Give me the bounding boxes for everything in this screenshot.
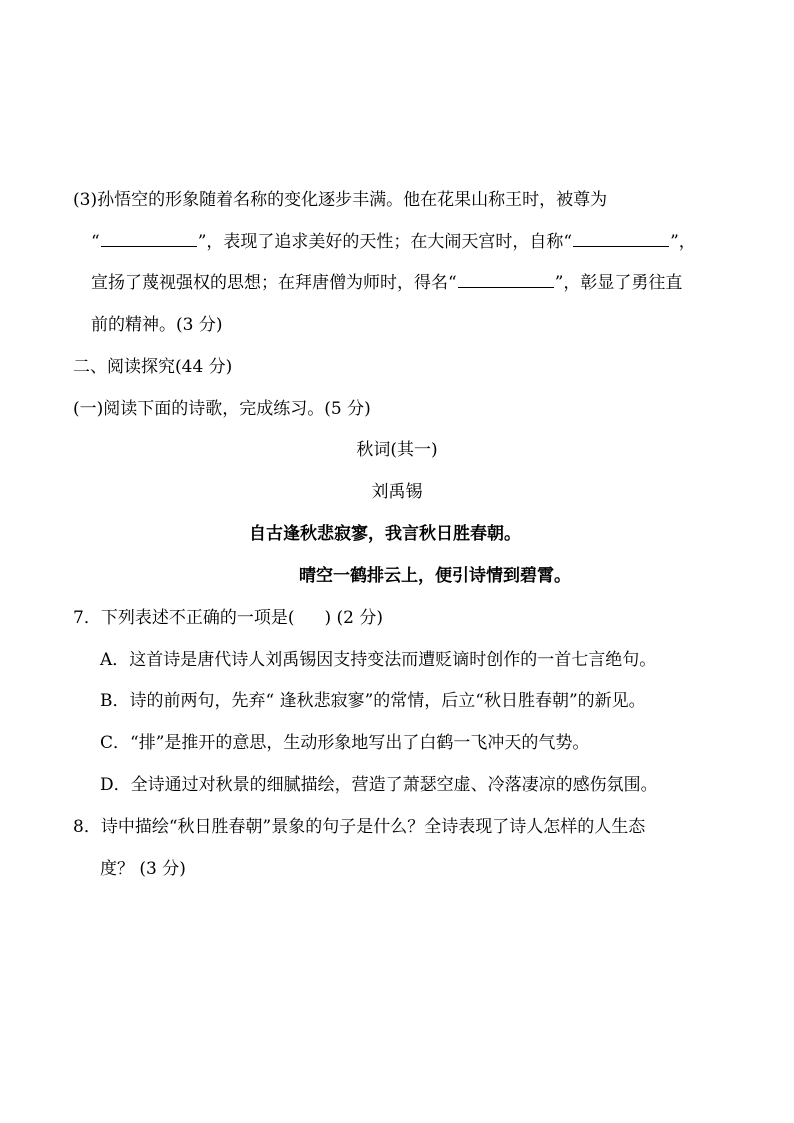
q7-option-d: D．全诗通过对秋景的细腻描绘，营造了萧瑟空虚、冷落凄凉的感伤氛围。: [100, 775, 658, 795]
q7-option-b: B．诗的前两句，先弃“ 逢秋悲寂寥”的常情，后立“秋日胜春朝”的新见。: [100, 691, 646, 711]
q3-line-3-end: ”，彰显了勇往直: [554, 273, 683, 293]
q3-line-3-text: 宣扬了蔑视强权的思想；在拜唐僧为师时，得名“: [91, 273, 457, 293]
q7-stem: [73, 608, 383, 628]
q8-line-1: 8．诗中描绘“秋日胜春朝”景象的句子是什么？全诗表现了诗人怎样的人生态: [73, 817, 646, 837]
poem-line-2: 晴空一鹤排云上，便引诗情到碧霄。: [299, 566, 571, 586]
q3-line-1: (3)孙悟空的形象随着名称的变化逐步丰满。他在花果山称王时，被尊为: [73, 190, 608, 210]
q3-line-2-text: ”，表现了追求美好的天性；在大闹天宫时，自称“: [197, 232, 573, 252]
q3-line-3: [91, 273, 682, 293]
answer-blank-3: [458, 273, 554, 288]
poem-title: 秋词(其一): [356, 440, 438, 460]
q3-line-2-open-quote: “: [91, 232, 100, 252]
part-1-intro: (一)阅读下面的诗歌，完成练习。(5 分): [73, 399, 371, 419]
answer-blank-1: [101, 232, 197, 247]
q7-stem-score: ) (2 分): [324, 608, 383, 628]
q7-option-a: A．这首诗是唐代诗人刘禹锡因支持变法而遭贬谪时创作的一首七言绝句。: [100, 650, 657, 670]
q3-line-4: 前的精神。(3 分): [91, 315, 223, 335]
q3-line-2: [91, 232, 696, 252]
section-2-heading: 二、阅读探究(44 分): [73, 357, 233, 377]
poem-author: 刘禹锡: [371, 482, 423, 502]
q7-stem-text: 7．下列表述不正确的一项是(: [73, 608, 295, 628]
q8-line-2: 度？ (3 分): [100, 859, 186, 879]
q3-line-2-end: ”，: [670, 232, 696, 252]
poem-line-1: 自古逢秋悲寂寥，我言秋日胜春朝。: [249, 524, 521, 544]
answer-blank-2: [573, 232, 669, 247]
q7-option-c: C．“排”是推开的意思，生动形象地写出了白鹤一飞冲天的气势。: [100, 733, 590, 753]
